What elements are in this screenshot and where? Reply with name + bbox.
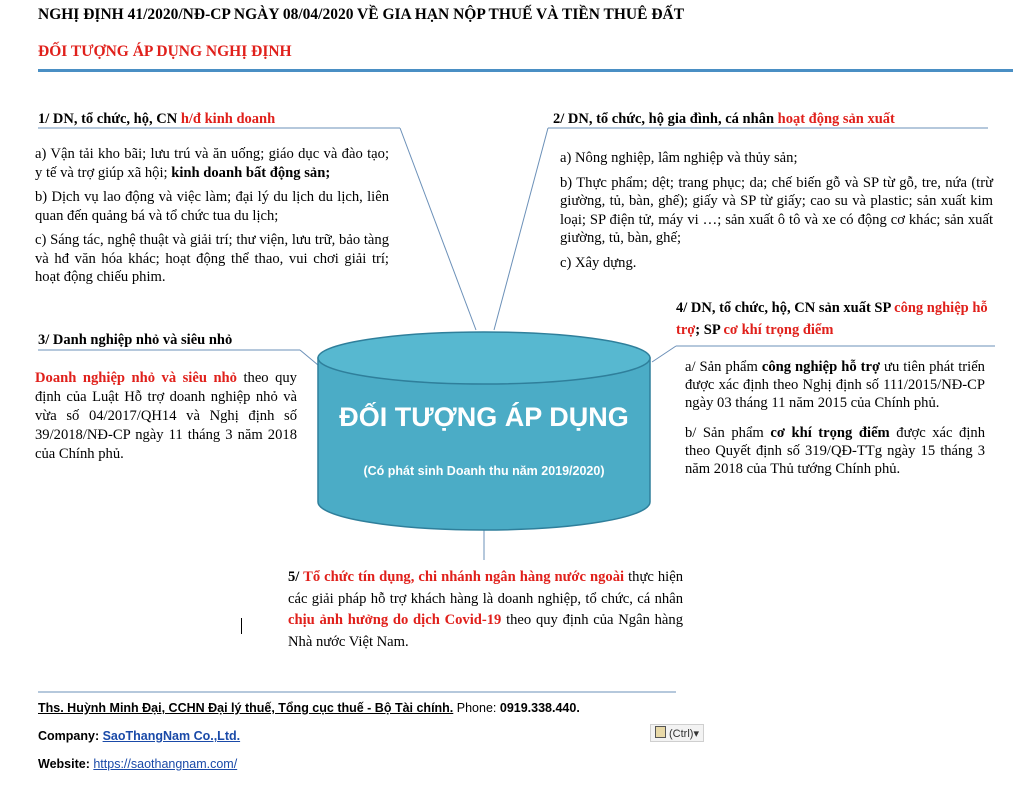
section4-body — [685, 358, 985, 484]
section1-item-a: a) Vận tải kho bãi; lưu trú và ăn uống; giáo dục và đào tạo; y tế và trợ giúp xã hội; kinh doanh bất động sản; — [35, 146, 389, 181]
section5-lead: Tổ chức tín dụng, chi nhánh ngân hàng nước ngoài — [303, 569, 625, 585]
chevron-down-icon: ▾ — [693, 728, 699, 740]
center-note: (Có phát sinh Doanh thu năm 2019/2020) — [363, 464, 605, 478]
section4-heading: 4/ DN, tổ chức, hộ, CN sản xuất SP công nghiệp hỗ trợ; SP cơ khí trọng điểm — [676, 300, 988, 338]
document-title: NGHỊ ĐỊNH 41/2020/NĐ-CP NGÀY 08/04/2020 VỀ GIA HẠN NỘP THUẾ VÀ TIỀN THUÊ ĐẤT — [38, 6, 685, 23]
section1-item-c: c) Sáng tác, nghệ thuật và giải trí; thư viện, lưu trữ, bảo tàng và hđ văn hóa khác; hoạt động thể thao, vui chơi giải trí; hoạt động chiếu phim. — [35, 232, 389, 285]
section2-item-b: b) Thực phẩm; dệt; trang phục; da; chế biến gỗ và SP từ gỗ, tre, nứa (trừ giường, tủ, bàn, ghế); giấy và SP từ giấy; cao su và plastic; sản xuất kim loại; SP điện tử, máy vi …; sản xuất ô tô và xe có động cơ khác; sản xuất giường, tủ, bàn, ghế; — [560, 174, 993, 246]
section3-text: theo quy định của Luật Hỗ trợ doanh nghiệp nhỏ và vừa số 04/2017/QH14 và Nghị định số 39/2018/NĐ-CP ngày 11 tháng 3 năm 2018 của Chính phủ. — [35, 370, 297, 462]
section1-heading — [38, 111, 275, 128]
section2-item-c: c) Xây dựng. — [560, 254, 637, 271]
website-link[interactable]: https://saothangnam.com/ — [93, 757, 238, 771]
section1-item-b: b) Dịch vụ lao động và việc làm; đại lý du lịch du lịch, liên quan đến quảng bá và tổ chức tua du lịch; — [35, 189, 389, 224]
section2-body — [560, 149, 993, 278]
section1-heading-text: 1/ DN, tổ chức, hộ, CN — [38, 111, 181, 127]
company-link[interactable]: SaoThangNam Co.,Ltd. — [102, 729, 241, 743]
section3-body — [35, 369, 297, 464]
paste-options-label: (Ctrl) — [669, 728, 694, 740]
section2-heading — [553, 111, 895, 128]
section2-heading-text: 2/ DN, tổ chức, hộ gia đình, cá nhân — [553, 111, 778, 127]
section4-item-b: b/ Sản phẩm cơ khí trọng điểm được xác định theo Quyết định số 319/QĐ-TTg ngày 15 tháng 3 năm 2018 của Thủ tướng Chính phủ. — [685, 425, 985, 477]
section3-lead: Doanh nghiệp nhỏ và siêu nhỏ — [35, 370, 237, 386]
footer-company: Company: SaoThangNam Co.,Ltd. — [38, 729, 241, 743]
text-cursor — [241, 618, 242, 634]
clipboard-icon — [655, 726, 666, 738]
section5-body: 5/ Tổ chức tín dụng, chi nhánh ngân hàng nước ngoài thực hiện các giải pháp hỗ trợ khách hàng là doanh nghiệp, tổ chức, cá nhân chịu ảnh hưởng do dịch Covid-19 theo quy định của Ngân hàng Nhà nước Việt Nam. — [288, 569, 683, 650]
footer-author: Ths. Huỳnh Minh Đại, CCHN Đại lý thuế, Tổng cục thuế - Bộ Tài chính. Phone: 0919.338.440. — [38, 701, 580, 715]
section1-body — [35, 145, 389, 293]
footer-phone: 0919.338.440. — [499, 701, 580, 715]
center-title: ĐỐI TƯỢNG ÁP DỤNG — [339, 402, 629, 432]
section1-heading-highlight: h/đ kinh doanh — [180, 111, 276, 127]
section4-item-a: a/ Sản phẩm công nghiệp hỗ trợ ưu tiên phát triển được xác định theo Nghị định số 111/2015/NĐ-CP ngày 03 tháng 11 năm 2015 của Chính phủ. — [685, 359, 985, 411]
paste-options-button[interactable] — [650, 724, 704, 742]
section2-item-a: a) Nông nghiệp, lâm nghiệp và thủy sản; — [560, 150, 798, 166]
footer-website: Website: https://saothangnam.com/ — [38, 757, 238, 771]
section3-heading: 3/ Danh nghiệp nhỏ và siêu nhỏ — [38, 332, 233, 348]
section2-heading-highlight: hoạt động sản xuất — [777, 111, 895, 127]
document-subtitle: ĐỐI TƯỢNG ÁP DỤNG NGHỊ ĐỊNH — [38, 43, 292, 60]
